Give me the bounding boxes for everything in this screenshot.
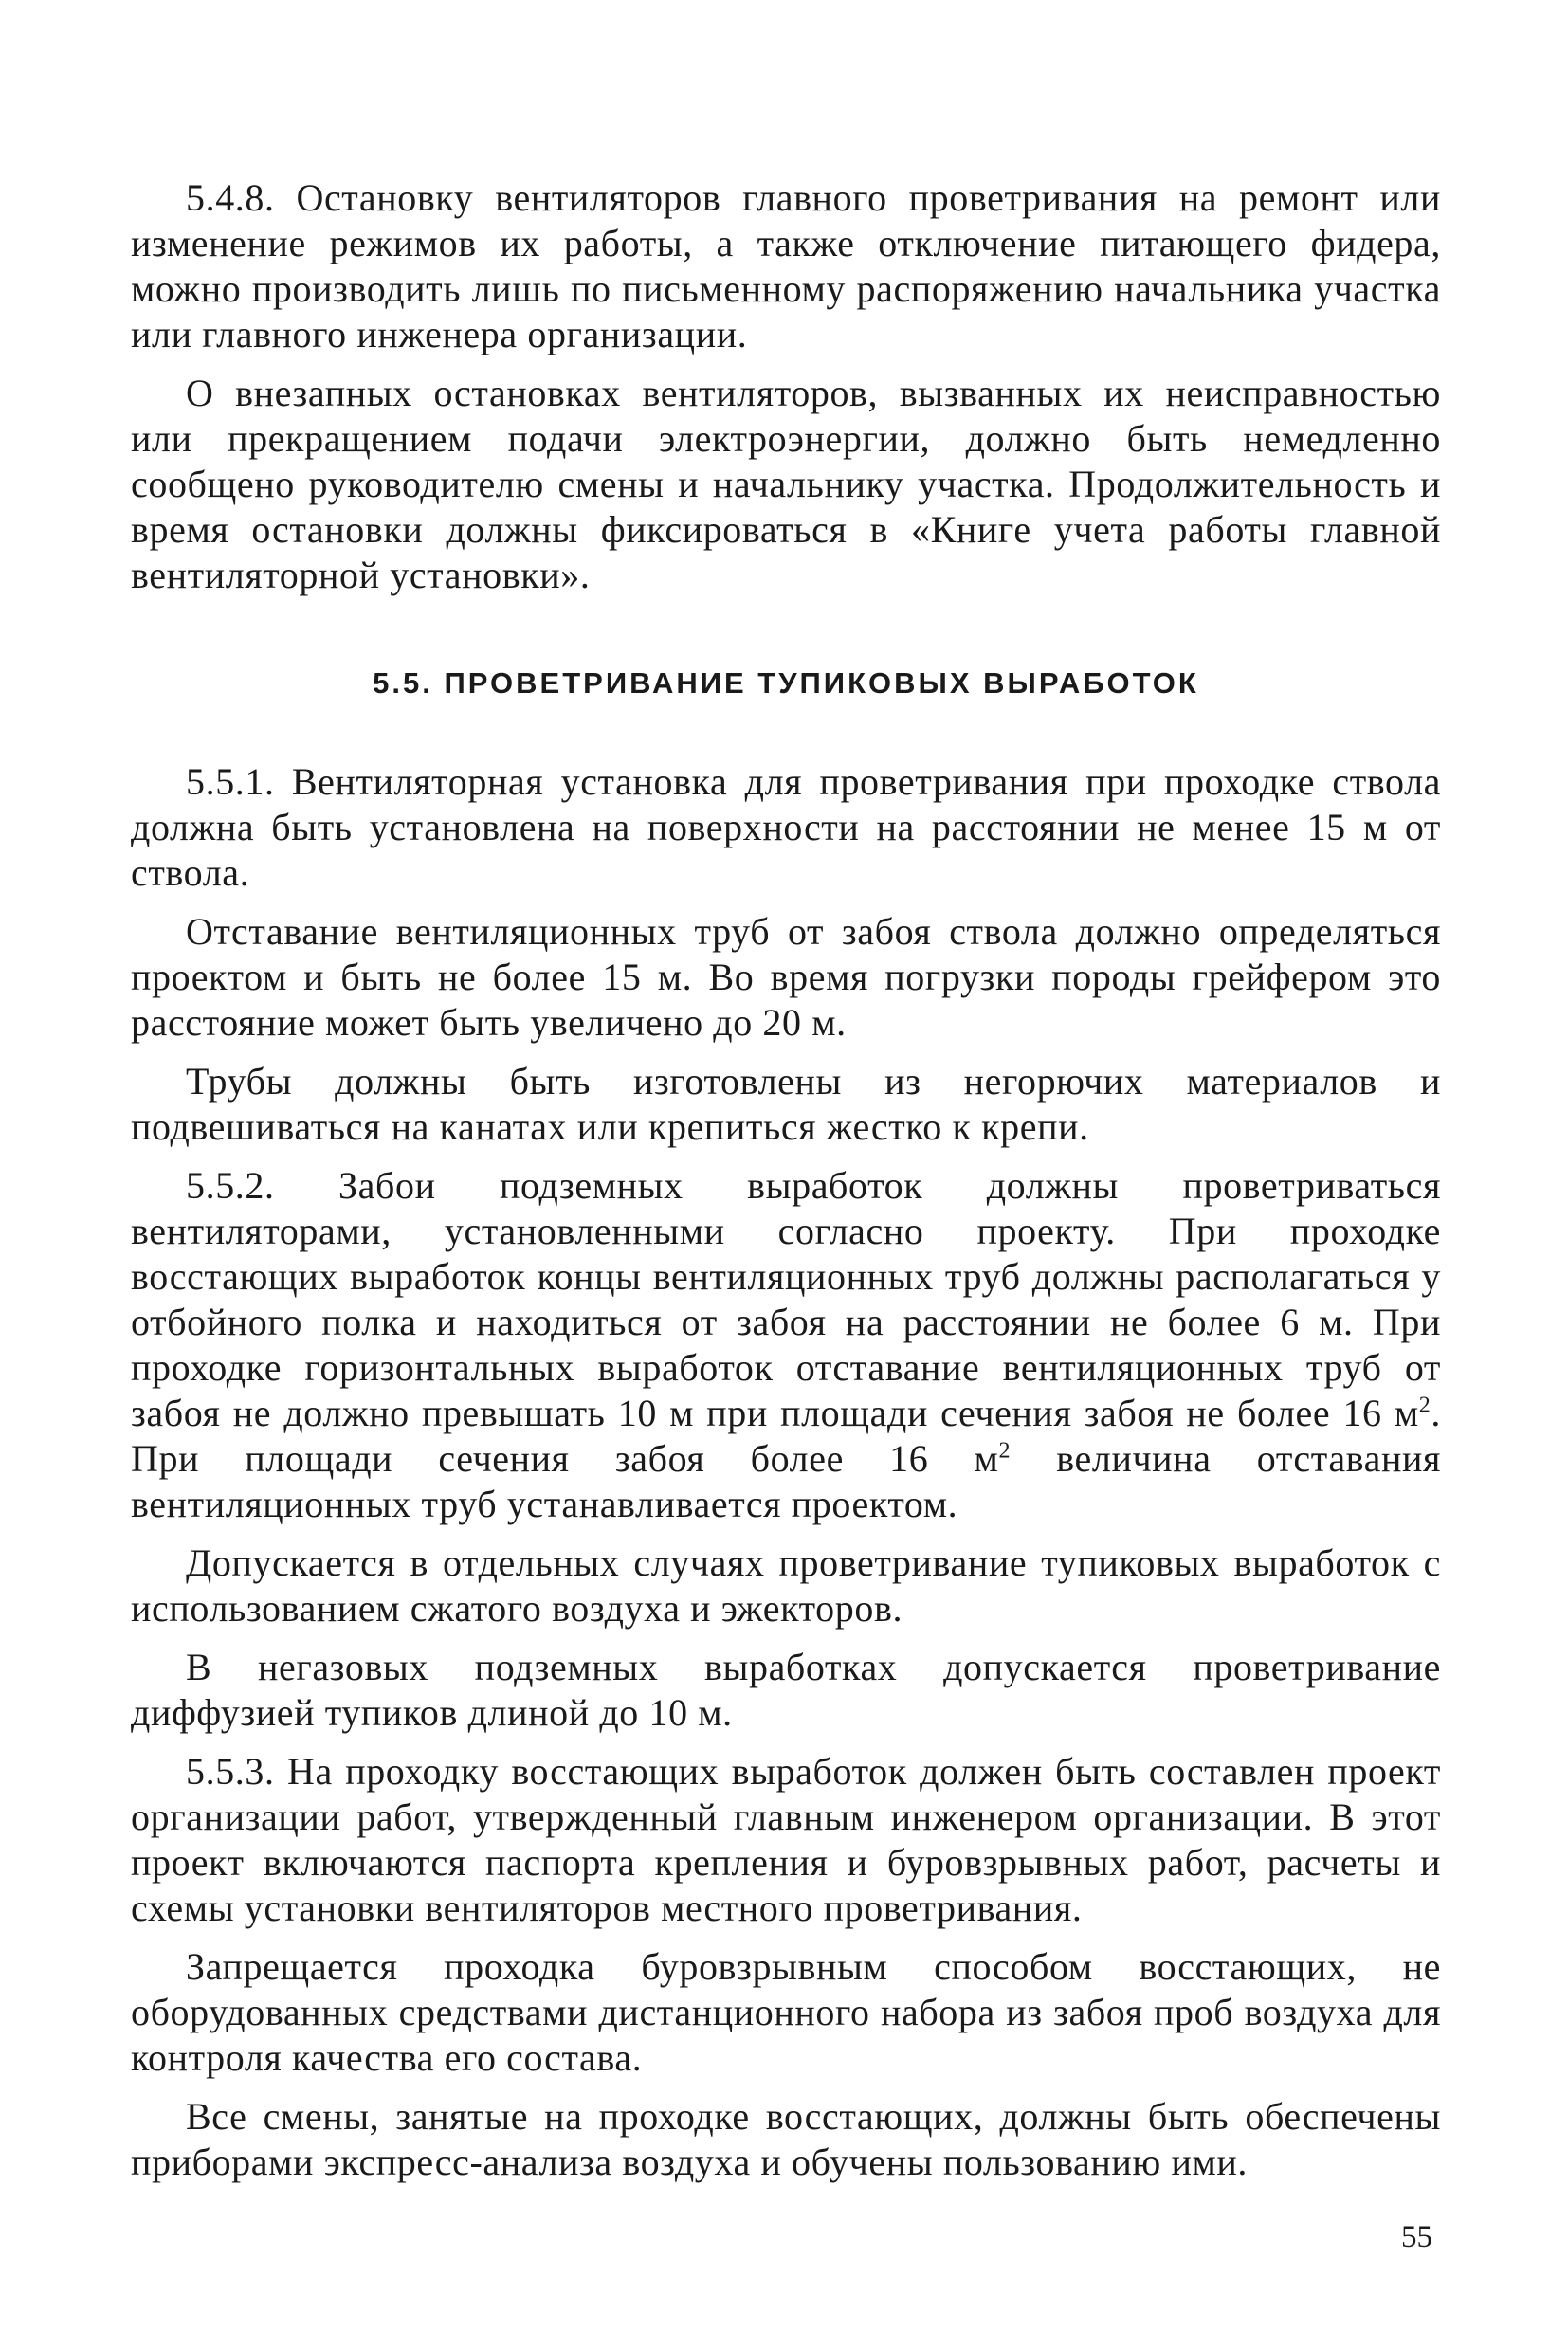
- section-heading: 5.5. ПРОВЕТРИВАНИЕ ТУПИКОВЫХ ВЫРАБОТОК: [373, 666, 1199, 700]
- superscript-squared: 2: [998, 1438, 1012, 1464]
- paragraph-shifts: Все смены, занятые на проходке восстающих, должны быть обеспечены приборами экспресс-анализа воздуха и обучены пользованию ими.: [131, 2095, 1441, 2183]
- paragraph-5-5-3: 5.5.3. На проходку восстающих выработок должен быть составлен проект организации работ, утвержденный главным инженером организации. В этот проект включаются паспорта крепления и буровзрывных работ, расчеты и схемы установки вентиляторов местного проветривания.: [131, 1750, 1441, 1929]
- paragraph-5-5-2: [131, 1163, 1441, 1527]
- page-number: 55: [1401, 2220, 1432, 2254]
- paragraph-5-4-8: 5.4.8. Остановку вентиляторов главного проветривания на ремонт или изменение режимов их работы, а также отключение питающего фидера, можно производить лишь по письменному распоряжению начальника участка или главного инженера организации.: [131, 176, 1441, 355]
- paragraph-prohibition: Запрещается проходка буровзрывным способом восстающих, не оборудованных средствами дистанционного набора из забоя проб воздуха для контроля качества его состава.: [131, 1945, 1441, 2079]
- paragraph-5-5-2-part-a: 5.5.2. Забои подземных выработок должны проветриваться вентиляторами, установленными согласно проекту. При проходке восстающих выработок концы вентиляционных труб должны располагаться у отбойного полка и находиться от забоя на расстоянии не более 6 м. При проходке горизонтальных выработок отставание вентиляционных труб от забоя не должно превышать 10 м при площади сечения забоя не более 16 м: [131, 1164, 1441, 1434]
- paragraph-5-5-1: 5.5.1. Вентиляторная установка для проветривания при проходке ствола должна быть установлена на поверхности на расстоянии не менее 15 м от ствола.: [131, 760, 1441, 894]
- paragraph-pipe-lag: Отставание вентиляционных труб от забоя ствола должно определяться проектом и быть не более 15 м. Во время погрузки породы грейфером это расстояние может быть увеличено до 20 м.: [131, 910, 1441, 1044]
- paragraph-5-5-2-part-b: . При площади сечения забоя более 16 м: [131, 1392, 1441, 1480]
- paragraph-sudden-stops: О внезапных остановках вентиляторов, вызванных их неисправностью или прекращением подачи электроэнергии, должно быть немедленно сообщено руководителю смены и начальнику участка. Продолжительность и время остановки должны фиксироваться в «Книге учета работы главной вентиляторной установки».: [131, 372, 1441, 596]
- paragraph-5-5-2-part-c: величина отставания вентиляционных труб устанавливается проектом.: [131, 1437, 1441, 1525]
- page-body: [131, 175, 1441, 2185]
- superscript-squared: 2: [1418, 1393, 1431, 1418]
- paragraph-diffusion: В негазовых подземных выработках допускается проветривание диффузией тупиков длиной до 10 м.: [131, 1646, 1441, 1734]
- paragraph-compressed-air: Допускается в отдельных случаях проветривание тупиковых выработок с использованием сжатого воздуха и эжекторов.: [131, 1541, 1441, 1630]
- paragraph-pipe-material: Трубы должны быть изготовлены из негорючих материалов и подвешиваться на канатах или крепиться жестко к крепи.: [131, 1060, 1441, 1148]
